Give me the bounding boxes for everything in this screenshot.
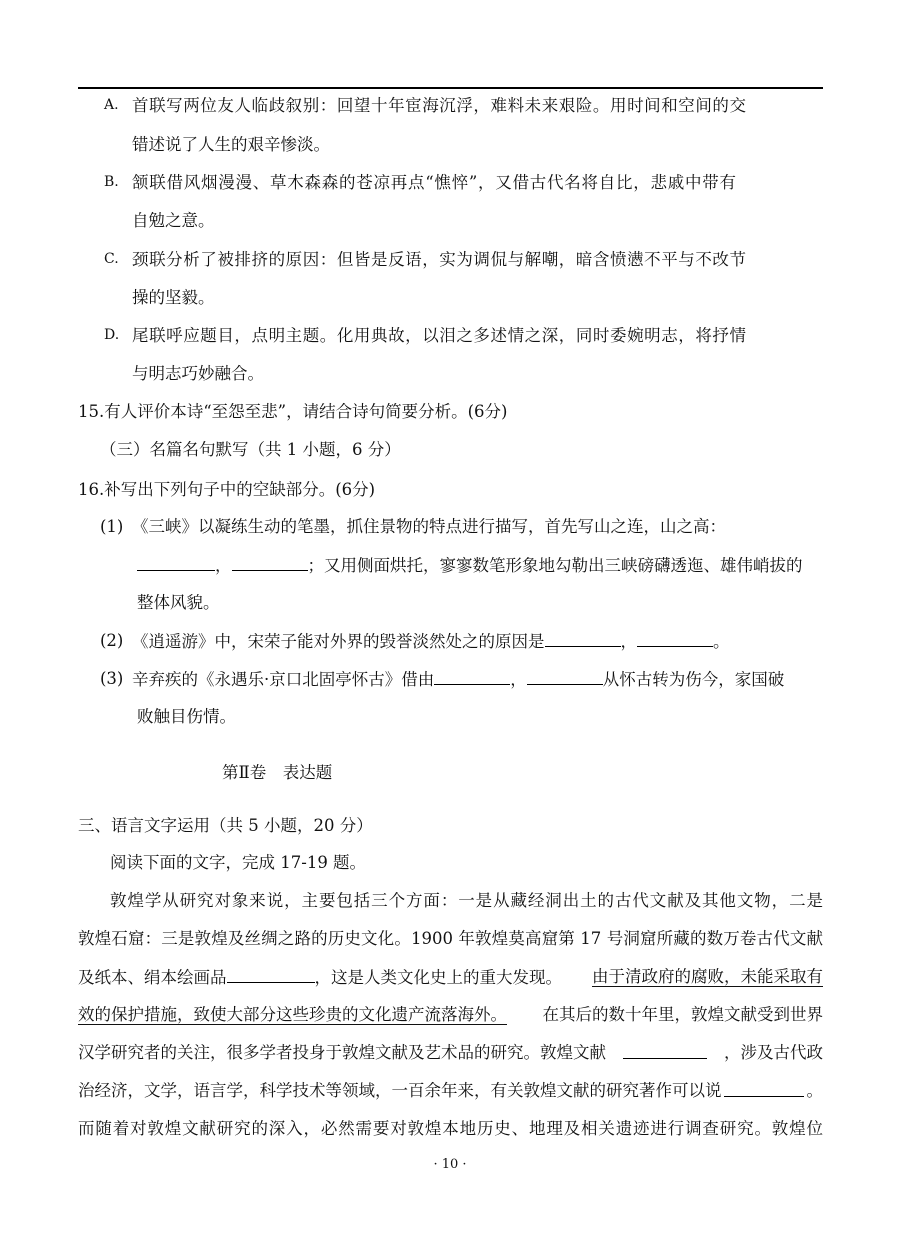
q16-2-label: (2)	[100, 631, 124, 650]
passage-text: 。	[806, 1081, 823, 1100]
option-a-text: 首联写两位友人临歧叙别：回望十年宦海沉浮，难料未来艰险。用时间和空间的交	[132, 96, 746, 115]
answer-blank[interactable]	[637, 631, 713, 647]
q16-3-line	[132, 669, 784, 689]
q16-3-text: 辛弃疾的《永遇乐·京口北固亭怀古》借由	[132, 670, 435, 689]
passage-line	[78, 1005, 823, 1025]
option-d-text: 尾联呼应题目，点明主题。化用典故，以泪之多述情之深，同时委婉明志，将抒情	[132, 326, 746, 345]
passage-text: ，这是人类文化史上的重大发现。	[314, 968, 562, 987]
passage-text: ，涉及古代政	[724, 1043, 823, 1062]
q16-1-label: (1)	[100, 517, 124, 536]
q16-2-line	[132, 631, 730, 651]
answer-blank[interactable]	[527, 669, 603, 685]
section-heading-language: 三、语言文字运用（共 5 小题，20 分）	[78, 816, 373, 835]
q16-1-blanks-line	[137, 555, 803, 575]
q16-1-text-cont: ；又用侧面烘托，寥寥数笔形象地勾勒出三峡磅礴透迤、雄伟峭拔的	[307, 556, 803, 575]
q16-3-text-cont: 败触目伤情。	[137, 707, 236, 726]
option-d-text-cont: 与明志巧妙融合。	[132, 364, 264, 383]
underlined-sentence: 由于清政府的腐败，未能采取有	[592, 967, 823, 986]
q16-1-text-end: 整体风貌。	[137, 593, 220, 612]
option-a-text-cont: 错述说了人生的艰辛惨淡。	[132, 135, 330, 154]
header-rule	[78, 87, 823, 89]
option-b-text: 颔联借风烟漫漫、草木森森的苍凉再点“憔悴”，又借古代名将自比，悲戚中带有	[132, 173, 736, 192]
q16-2-text: 《逍遥游》中，宋荣子能对外界的毁誉淡然处之的原因是	[132, 632, 545, 651]
answer-blank[interactable]	[227, 967, 315, 983]
answer-blank[interactable]	[545, 631, 621, 647]
answer-blank[interactable]	[434, 669, 510, 685]
q16-3-label: (3)	[100, 669, 124, 688]
passage-line: 而随着对敦煌文献研究的深入，必然需要对敦煌本地历史、地理及相关遗迹进行调查研究。敦煌位	[78, 1119, 823, 1138]
option-a-label: A.	[104, 97, 119, 113]
answer-blank[interactable]	[623, 1043, 707, 1059]
page-number: · 10 ·	[433, 1157, 467, 1172]
separator: ，	[620, 632, 637, 651]
period: 。	[713, 632, 730, 651]
option-d-label: D.	[104, 327, 120, 343]
passage-text: 及纸本、绢本绘画品	[78, 968, 227, 987]
passage-text: 在其后的数十年里，敦煌文献受到世界	[542, 1005, 823, 1024]
option-c-text-cont: 操的坚毅。	[132, 288, 215, 307]
separator: ，	[215, 556, 232, 575]
underlined-sentence: 效的保护措施，致使大部分这些珍贵的文化遗产流落海外。	[78, 1005, 507, 1024]
passage-text: 汉学研究者的关注，很多学者投身于敦煌文献及艺术品的研究。敦煌文献	[78, 1043, 606, 1062]
option-b-text-cont: 自勉之意。	[132, 211, 215, 230]
question-16: 16.补写出下列句子中的空缺部分。(6分)	[78, 480, 376, 499]
reading-instruction: 阅读下面的文字，完成 17-19 题。	[110, 853, 367, 872]
part-2-title: 第Ⅱ卷 表达题	[222, 763, 333, 782]
separator: ，	[510, 670, 527, 689]
option-c-label: C.	[104, 251, 119, 267]
passage-text: 治经济，文学，语言学，科学技术等领域，一百余年来，有关敦煌文献的研究著作可以说	[78, 1081, 722, 1100]
passage-line: 敦煌石窟：三是敦煌及丝绸之路的历史文化。1900 年敦煌莫高窟第 17 号洞窟所藏的数万卷古代文献	[78, 929, 823, 948]
answer-blank[interactable]	[137, 555, 215, 571]
option-b-label: B.	[104, 174, 119, 190]
passage-line	[78, 1043, 823, 1063]
section-heading-3: （三）名篇名句默写（共 1 小题，6 分）	[100, 440, 401, 459]
option-c-text: 颈联分析了被排挤的原因：但皆是反语，实为调侃与解嘲，暗含愤懑不平与不改节	[132, 250, 746, 269]
question-15: 15.有人评价本诗“至怨至悲”，请结合诗句简要分析。(6分)	[78, 402, 508, 421]
passage-line	[78, 1081, 823, 1101]
answer-blank[interactable]	[724, 1081, 804, 1097]
q16-1-text: 《三峡》以凝练生动的笔墨，抓住景物的特点进行描写，首先写山之连，山之高：	[132, 517, 726, 536]
answer-blank[interactable]	[232, 555, 308, 571]
q16-3-text-after: 从怀古转为伤今，家国破	[602, 670, 785, 689]
passage-line: 敦煌学从研究对象来说，主要包括三个方面：一是从藏经洞出土的古代文献及其他文物，二是	[110, 891, 823, 910]
passage-line	[78, 967, 823, 987]
